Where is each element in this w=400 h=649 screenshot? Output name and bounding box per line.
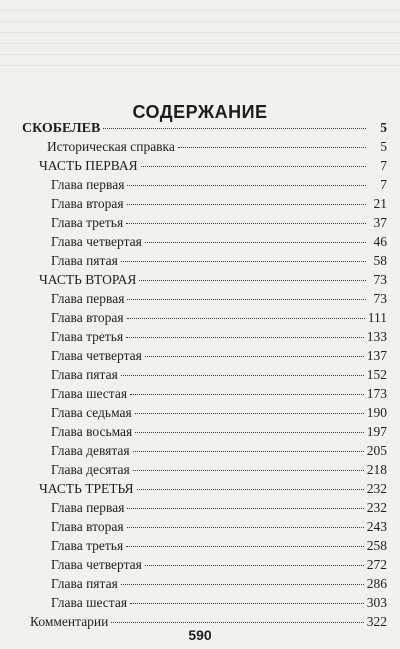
toc-entry-title: Глава первая [51,291,125,306]
toc-entry [22,460,387,479]
toc-entry-title: Глава шестая [51,386,128,401]
toc-entry-title: Глава шестая [51,595,128,610]
dot-leader [126,337,364,338]
dot-leader [130,603,364,604]
toc-entry [22,479,387,498]
toc-entry-title: Глава седьмая [51,405,132,420]
dot-leader [103,128,366,129]
toc-entry-title: СКОБЕЛЕВ [22,121,101,136]
toc-entry-title: Глава третья [51,538,124,553]
toc-entry [22,346,387,365]
toc-entry [22,574,387,593]
dot-leader [127,508,363,509]
toc-entry [22,498,387,517]
toc-entry [22,213,387,232]
toc-entry-page: 286 [366,576,387,591]
toc-entry [22,270,387,289]
toc-entry-page: 190 [366,405,387,420]
toc-entry [22,308,387,327]
toc-entry-page: 5 [380,139,387,154]
toc-entry [22,403,387,422]
dot-leader [126,223,366,224]
toc-entry-title: Глава четвертая [51,234,142,249]
toc-entry-title: Глава четвертая [51,557,142,572]
toc-entry-page: 7 [380,177,387,192]
toc-entry [22,118,387,137]
toc-entry-title: Глава пятая [51,367,118,382]
toc-entry-title: Комментарии [30,614,109,629]
toc-entry-page: 111 [367,310,387,325]
toc-entry-title: Глава восьмая [51,424,133,439]
toc-entry [22,593,387,612]
toc-entry-title: Глава первая [51,177,125,192]
toc-entry-page: 73 [373,291,387,306]
page-number: 590 [188,627,212,643]
toc-entry-page: 173 [366,386,387,401]
table-of-contents [22,118,387,631]
toc-entry-page: 37 [373,215,387,230]
toc-entry [22,194,387,213]
toc-entry-title: Глава третья [51,215,124,230]
toc-entry-page: 322 [366,614,387,629]
dot-leader [135,413,364,414]
dot-leader [127,185,366,186]
toc-entry-page: 218 [366,462,387,477]
toc-entry [22,441,387,460]
toc-entry-page: 232 [366,481,387,496]
dot-leader [121,261,366,262]
toc-entry-page: 73 [373,272,387,287]
dot-leader [127,299,366,300]
dot-leader [141,166,366,167]
toc-entry-page: 137 [366,348,387,363]
dot-leader [127,527,364,528]
toc-entry-page: 258 [366,538,387,553]
toc-entry [22,422,387,441]
toc-entry [22,536,387,555]
toc-entry-title: Глава десятая [51,462,130,477]
toc-entry-title: ЧАСТЬ ПЕРВАЯ [39,158,138,173]
toc-entry-page: 205 [366,443,387,458]
dot-leader [111,622,363,623]
toc-entry-page: 5 [380,120,387,135]
toc-entry-title: Глава вторая [51,519,124,534]
dot-leader [139,280,366,281]
toc-entry [22,517,387,536]
toc-entry [22,555,387,574]
toc-entry-title: ЧАСТЬ ТРЕТЬЯ [39,481,134,496]
toc-entry-page: 243 [366,519,387,534]
toc-entry-page: 58 [373,253,387,268]
toc-entry [22,384,387,403]
dot-leader [145,356,364,357]
toc-entry-page: 303 [366,595,387,610]
toc-entry [22,327,387,346]
toc-entry-page: 133 [366,329,387,344]
toc-entry-page: 272 [366,557,387,572]
toc-entry-title: Глава пятая [51,253,118,268]
toc-entry-title: Глава девятая [51,443,130,458]
dot-leader [130,394,364,395]
toc-entry [22,289,387,308]
toc-entry-title: Глава вторая [51,310,124,325]
dot-leader [127,204,366,205]
toc-entry [22,232,387,251]
toc-entry [22,251,387,270]
toc-entry-title: Глава первая [51,500,125,515]
dot-leader [121,375,364,376]
toc-entry-title: ЧАСТЬ ВТОРАЯ [39,272,137,287]
dot-leader [135,432,363,433]
dot-leader [145,565,364,566]
toc-entry-page: 46 [373,234,387,249]
toc-entry-page: 232 [366,500,387,515]
toc-entry-page: 21 [373,196,387,211]
toc-entry-title: Глава пятая [51,576,118,591]
toc-entry-page: 152 [366,367,387,382]
dot-leader [133,470,364,471]
toc-entry [22,137,387,156]
dot-leader [137,489,364,490]
dot-leader [127,318,365,319]
toc-entry [22,156,387,175]
toc-entry [22,365,387,384]
dot-leader [121,584,364,585]
dot-leader [126,546,364,547]
toc-entry-title: Глава третья [51,329,124,344]
page-title: СОДЕРЖАНИЕ [132,102,268,123]
dot-leader [178,147,366,148]
toc-entry-title: Глава вторая [51,196,124,211]
toc-entry-title: Глава четвертая [51,348,142,363]
dot-leader [145,242,366,243]
toc-entry-page: 7 [380,158,387,173]
toc-entry [22,175,387,194]
bleed-through-text [0,0,400,70]
dot-leader [133,451,364,452]
toc-entry-page: 197 [366,424,387,439]
toc-entry-title: Историческая справка [47,139,175,154]
